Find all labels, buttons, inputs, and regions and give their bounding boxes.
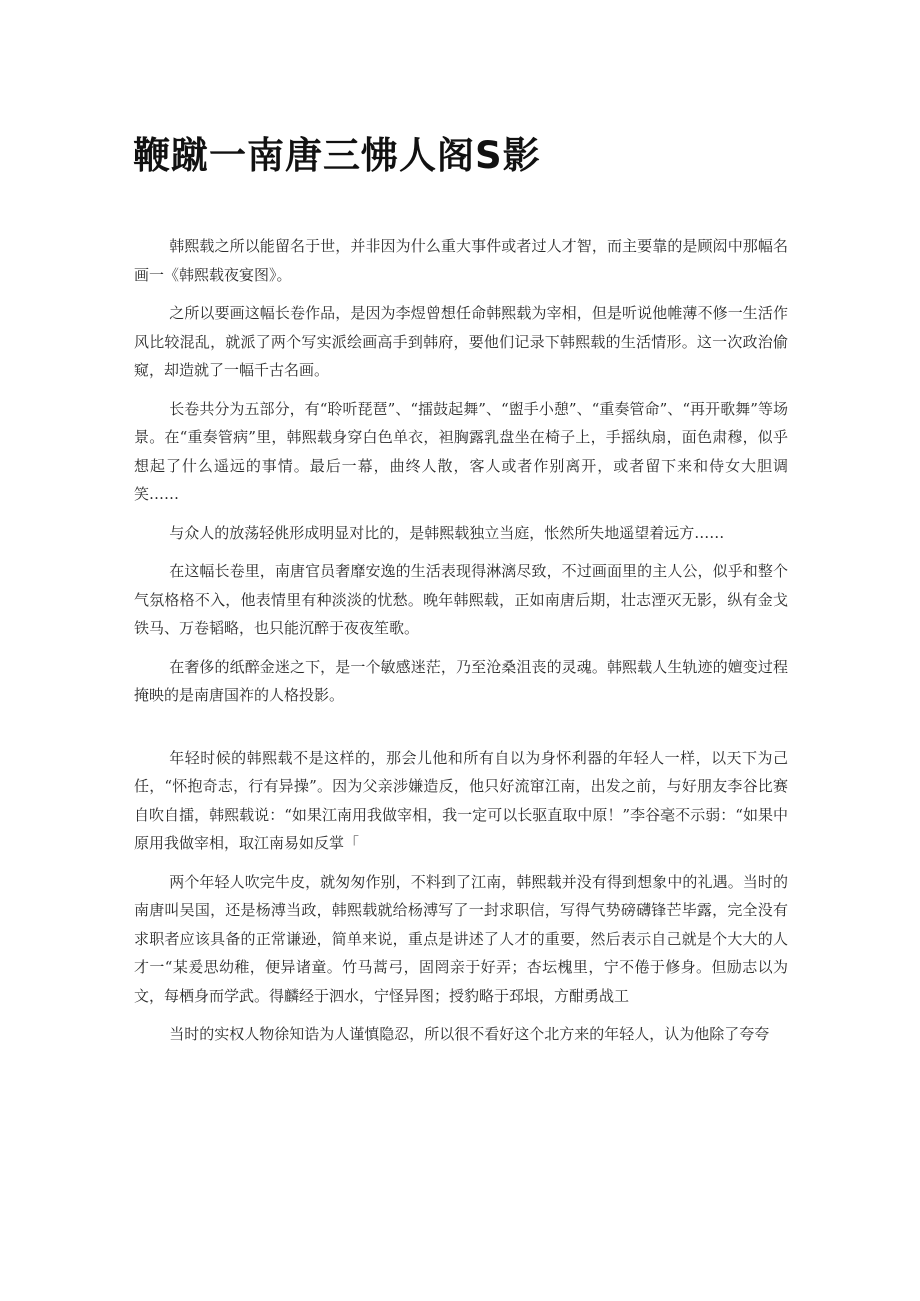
paragraph: 之所以要画这幅长卷作品，是因为李煜曾想任命韩熙载为宰相，但是听说他帷薄不修一生活作风比较混乱，就派了两个写实派绘画高手到韩府，要他们记录下韩熙载的生活情形。这一次政治偷窥，却造就了一幅千古名画。 [134,304,788,379]
paragraph: 在这幅长卷里，南唐官员奢靡安逸的生活表现得淋漓尽致，不过画面里的主人公，似乎和整个气氛格格不入，他表情里有种淡淡的忧愁。晚年韩熙载，正如南唐后期，壮志湮灭无影，纵有金戈铁马、万卷韬略，也只能沉醉于夜夜笙歌。 [134,562,788,637]
paragraph: 长卷共分为五部分，有“聆听琵琶”、“擂鼓起舞”、“盥手小憩”、“重奏管命”、“再开歌舞”等场景。在“重奏管病”里，韩熙载身穿白色单衣，袒胸露乳盘坐在椅子上，手摇纨扇，面色肃穆，似乎想起了什么遥远的事情。最后一幕，曲终人散，客人或者作别离开，或者留下来和侍女大胆调笑…… [134,399,788,503]
paragraph: 在奢侈的纸醉金迷之下，是一个敏感迷茫，乃至沧桑沮丧的灵魂。韩熙载人生轨迹的嬗变过程掩映的是南唐国祚的人格投影。 [134,657,788,704]
paragraph: 两个年轻人吹完牛皮，就匆匆作别，不料到了江南，韩熙载并没有得到想象中的礼遇。当时的南唐叫吴国，还是杨溥当政，韩熙载就给杨溥写了一封求职信，写得气势磅礴锋芒毕露，完全没有求职者应该具备的正常谦逊，简单来说，重点是讲述了人才的重要，然后表示自己就是个大大的人才一“某爰思幼稚，便异诸童。竹马蒿弓，固罔亲于好弄；杏坛槐里，宁不倦于修身。但励志以为文，每栖身而学武。得麟经于泗水，宁怪异图；授豹略于邳垠，方酣勇战工 [134,872,788,1005]
paragraph: 韩熙载之所以能留名于世，并非因为什么重大事件或者过人才智，而主要靠的是顾闳中那幅名画一《韩熙载夜宴图》。 [134,237,788,284]
article-body [134,232,788,1059]
paragraph: 当时的实权人物徐知诰为人谨慎隐忍，所以很不看好这个北方来的年轻人，认为他除了夸夸 [169,1025,770,1043]
paragraph: 年轻时候的韩熙载不是这样的，那会儿他和所有自以为身怀利器的年轻人一样，以天下为己任，“怀抱奇志，行有异操”。因为父亲涉嫌造反，他只好流窜江南，出发之前，与好朋友李谷比赛自吹自擂，韩熙载说：“如果江南用我做宰相，我一定可以长驱直取中原！”李谷毫不示弱：“如果中原用我做宰相，取江南易如反掌「 [134,748,788,852]
page-title: 鞭蹴一南唐三怫人阁S影 [133,134,541,177]
paragraph: 与众人的放荡轻佻形成明显对比的，是韩熙载独立当庭，怅然所失地遥望着远方…… [169,523,725,542]
